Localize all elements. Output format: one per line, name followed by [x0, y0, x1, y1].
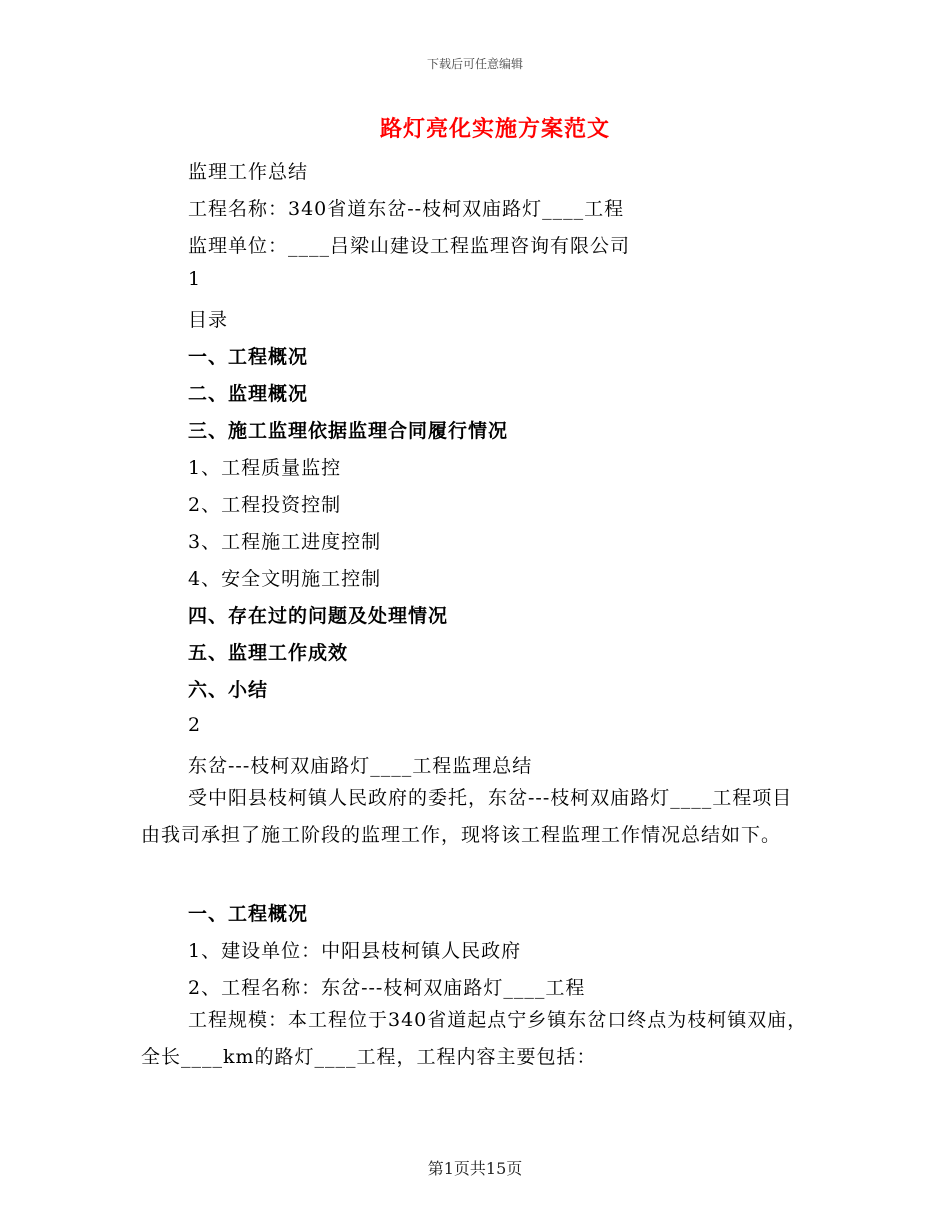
header-note: 下载后可任意编辑 — [426, 57, 523, 71]
toc-item-3: 三、施工监理依据监理合同履行情况 — [188, 420, 509, 442]
section1-heading: 一、工程概况 — [188, 903, 309, 925]
cover-heading: 监理工作总结 — [188, 161, 309, 183]
scale-paragraph-text: 工程规模：本工程位于340省道起点宁乡镇东岔口终点为枝柯镇双庙，全长____km的路灯____工程，工程内容主要包括： — [141, 1009, 808, 1068]
toc-item-5: 2、工程投资控制 — [188, 494, 342, 516]
toc-item-7: 4、安全文明施工控制 — [188, 568, 382, 590]
scale-paragraph — [141, 1002, 811, 1076]
toc-item-6: 3、工程施工进度控制 — [188, 531, 382, 553]
toc-item-2: 二、监理概况 — [188, 383, 309, 405]
page-mark-1: 1 — [188, 268, 202, 290]
summary-title: 东岔---枝柯双庙路灯____工程监理总结 — [188, 755, 533, 777]
supervisor-line: 监理单位：____吕梁山建设工程监理咨询有限公司 — [188, 235, 631, 257]
toc-item-8: 四、存在过的问题及处理情况 — [188, 605, 449, 627]
toc-heading: 目录 — [188, 309, 229, 331]
document-title: 路灯亮化实施方案范文 — [379, 116, 610, 142]
page-footer: 第1页共15页 — [427, 1159, 523, 1178]
intro-paragraph — [141, 780, 811, 854]
project-name-line-2: 2、工程名称：东岔---枝柯双庙路灯____工程 — [188, 977, 586, 999]
construction-unit-line: 1、建设单位：中阳县枝柯镇人民政府 — [188, 940, 522, 962]
toc-item-4: 1、工程质量监控 — [188, 457, 342, 479]
toc-item-10: 六、小结 — [188, 679, 269, 701]
page-mark-2: 2 — [188, 714, 202, 736]
project-name-line: 工程名称：340省道东岔--枝柯双庙路灯____工程 — [188, 198, 625, 220]
intro-paragraph-text: 受中阳县枝柯镇人民政府的委托，东岔---枝柯双庙路灯____工程项目由我司承担了施工阶段的监理工作，现将该工程监理工作情况总结如下。 — [141, 787, 793, 846]
toc-item-9: 五、监理工作成效 — [188, 642, 349, 664]
toc-item-1: 一、工程概况 — [188, 346, 309, 368]
